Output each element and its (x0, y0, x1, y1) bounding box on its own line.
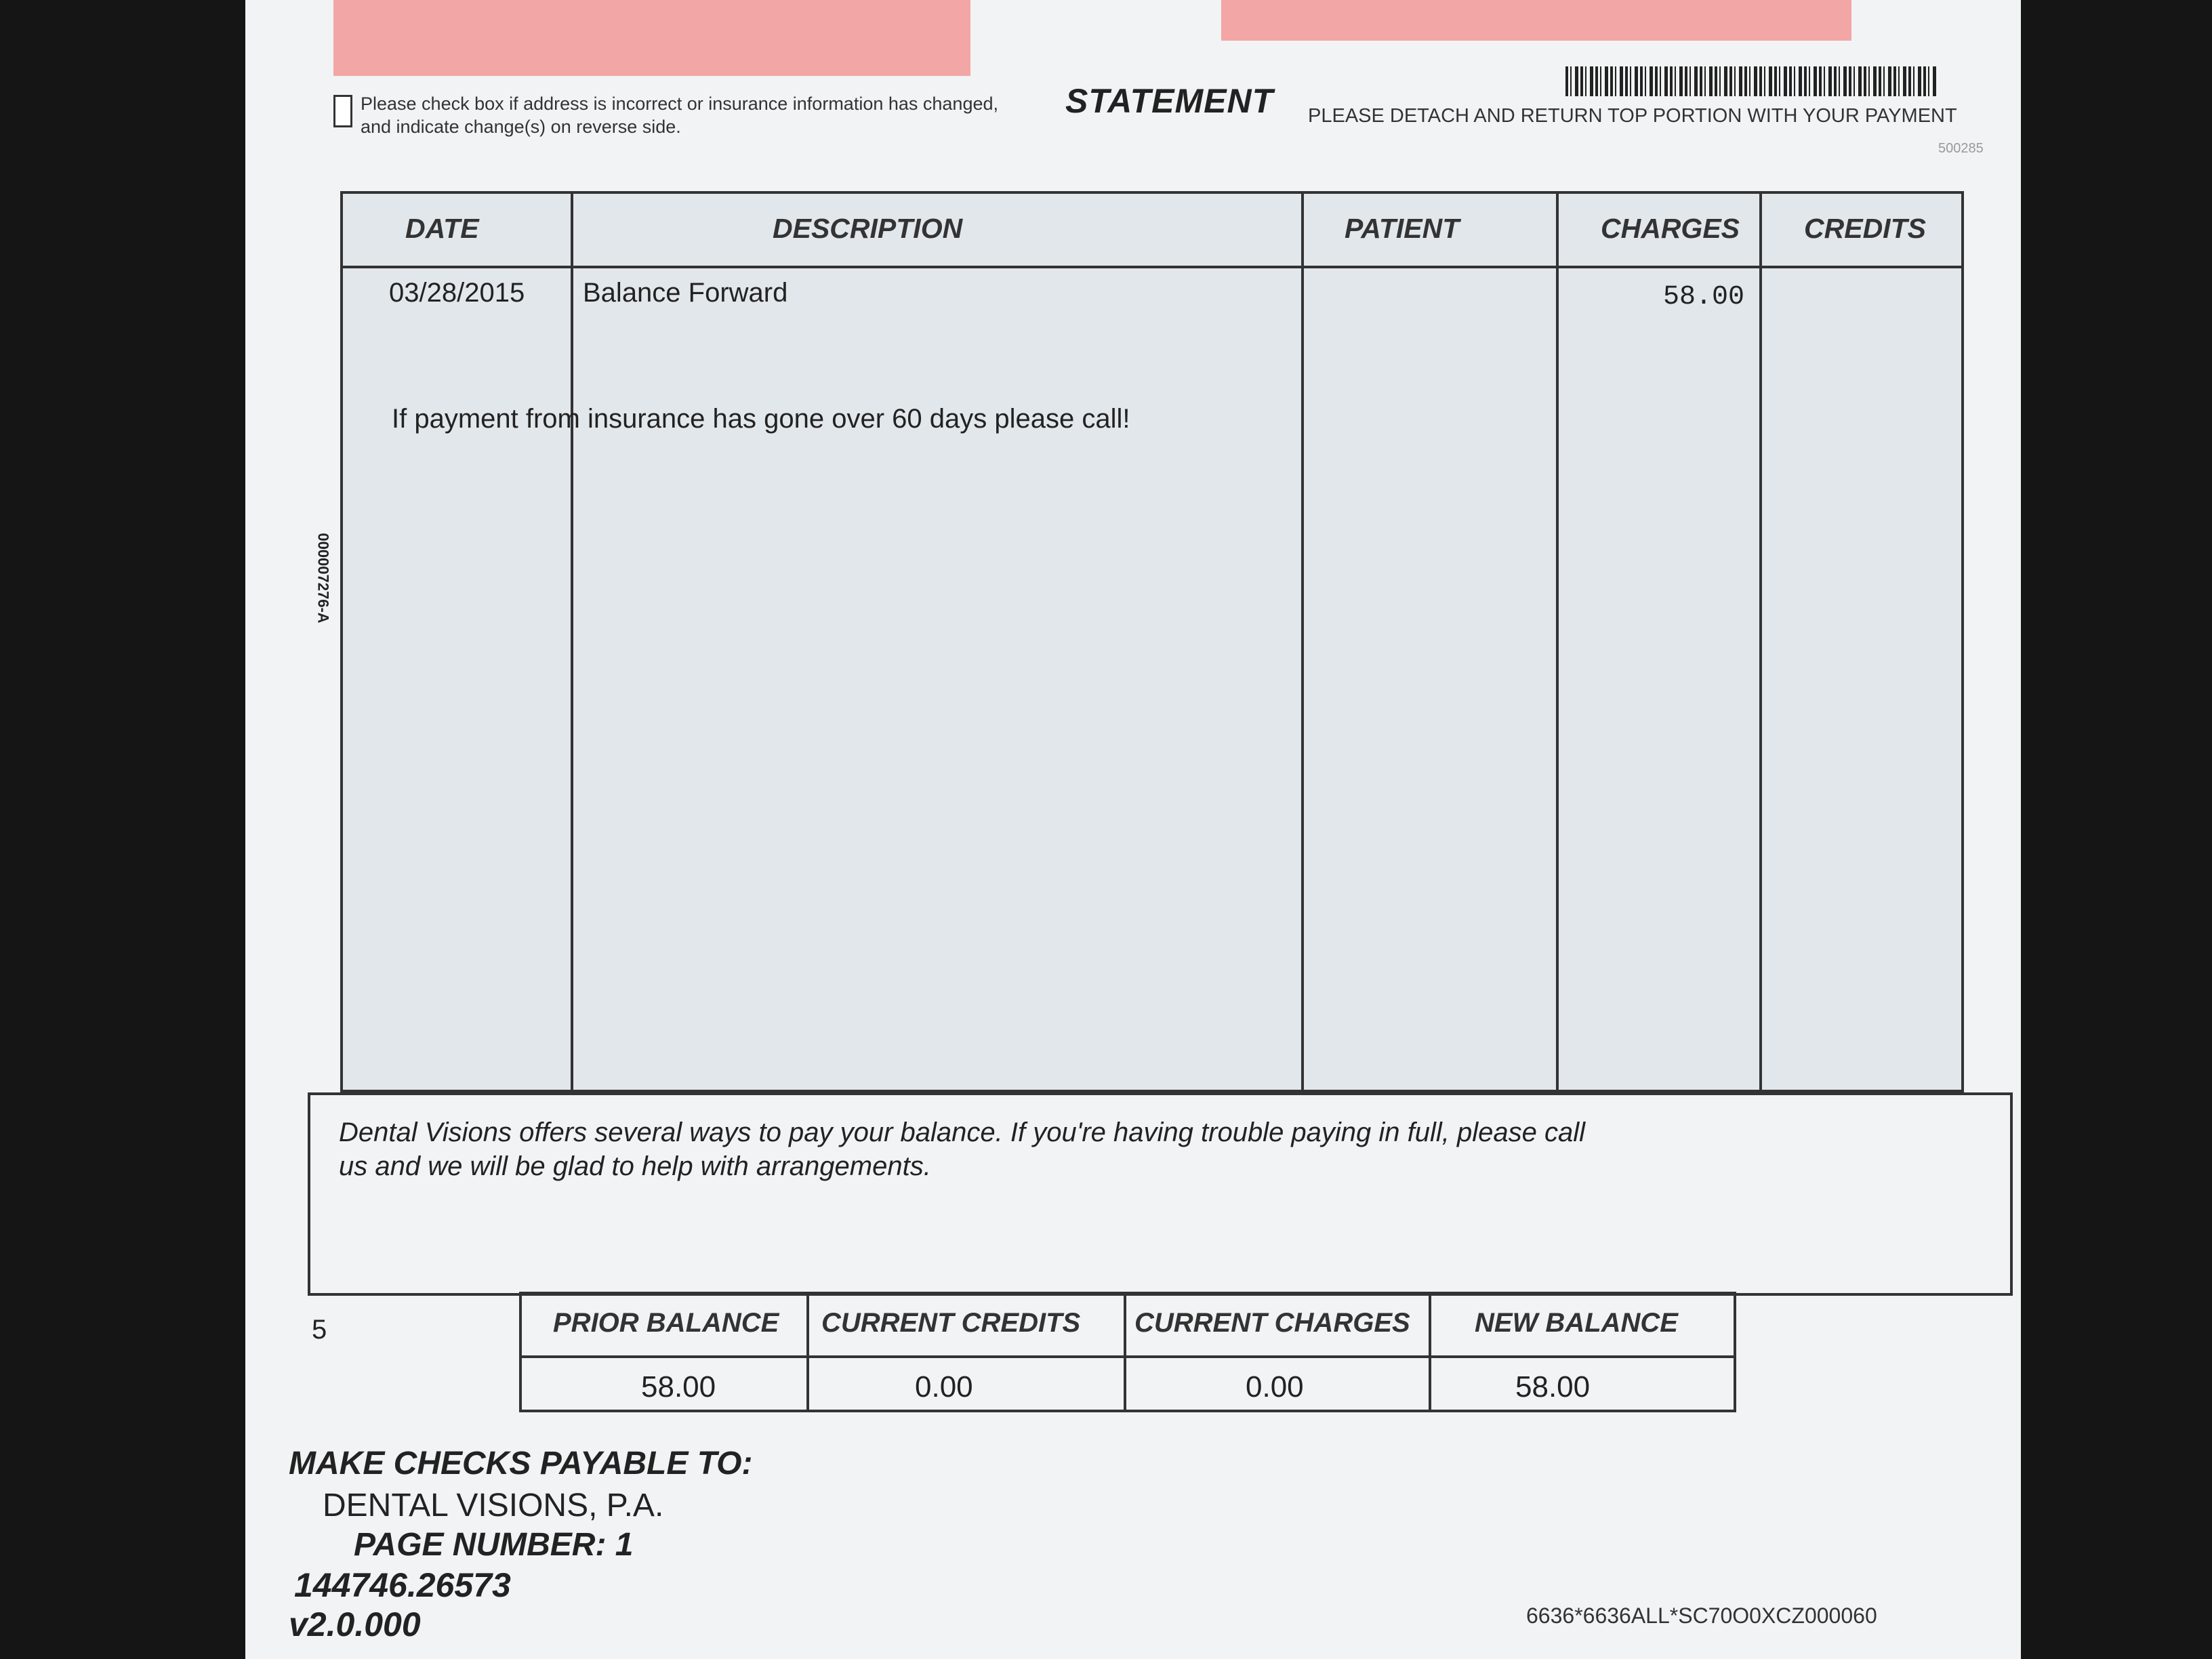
row-charges: 58.00 (1663, 282, 1745, 312)
column-header-patient: PATIENT (1345, 213, 1460, 244)
row-date: 03/28/2015 (389, 278, 525, 308)
version-label: v2.0.000 (289, 1605, 421, 1643)
detach-instructions: PLEASE DETACH AND RETURN TOP PORTION WITH YOUR PAYMENT (1308, 105, 1957, 127)
new-balance-value: 58.00 (1515, 1370, 1591, 1404)
barcode-icon (1565, 66, 1938, 96)
account-number: 144746.26573 (294, 1566, 511, 1604)
page-marker: 5 (312, 1315, 327, 1345)
summary-column-divider (1124, 1294, 1126, 1410)
payable-label: MAKE CHECKS PAYABLE TO: (289, 1446, 753, 1481)
summary-column-divider (806, 1294, 809, 1410)
side-form-number: 000007276-A (314, 533, 332, 623)
sticky-note-right (1221, 0, 1851, 41)
reference-code: 6636*6636ALL*SC70O0XCZ000060 (1526, 1603, 1877, 1628)
address-change-checkbox[interactable] (333, 95, 352, 127)
column-divider (571, 194, 573, 1090)
table-header-divider (343, 266, 1961, 268)
prior-balance-value: 58.00 (641, 1370, 716, 1404)
summary-header-current-charges: CURRENT CHARGES (1134, 1308, 1410, 1338)
statement-title: STATEMENT (1065, 82, 1274, 120)
current-charges-value: 0.00 (1246, 1370, 1304, 1404)
column-header-charges: CHARGES (1601, 213, 1740, 244)
column-header-description: DESCRIPTION (773, 213, 963, 244)
payment-notes-box (308, 1092, 2013, 1296)
summary-header-new-balance: NEW BALANCE (1475, 1308, 1678, 1338)
current-credits-value: 0.00 (915, 1370, 973, 1404)
page-number: PAGE NUMBER: 1 (354, 1527, 634, 1563)
address-change-notice: Please check box if address is incorrect or insurance information has changed, and indicate change(s) on reverse side. (361, 94, 998, 137)
column-header-date: DATE (405, 213, 479, 244)
sticky-note-left (333, 0, 970, 76)
column-divider (1556, 194, 1559, 1090)
transactions-table (340, 191, 1964, 1092)
balance-summary-table (519, 1292, 1736, 1412)
column-header-credits: CREDITS (1804, 213, 1926, 244)
summary-header-divider (522, 1355, 1734, 1358)
row-description: Balance Forward (583, 278, 788, 308)
column-divider (1301, 194, 1304, 1090)
payee-name: DENTAL VISIONS, P.A. (323, 1488, 664, 1523)
summary-header-prior-balance: PRIOR BALANCE (553, 1308, 779, 1338)
payment-notes-text: Dental Visions offers several ways to pay your balance. If you're having trouble paying in full, please call us and we will be glad to help with arrangements. (339, 1118, 1586, 1181)
summary-column-divider (1429, 1294, 1431, 1410)
insurance-message: If payment from insurance has gone over 60 days please call! (392, 404, 1130, 434)
form-code: 500285 (1938, 141, 1984, 156)
column-divider (1759, 194, 1762, 1090)
summary-header-current-credits: CURRENT CREDITS (821, 1308, 1081, 1338)
